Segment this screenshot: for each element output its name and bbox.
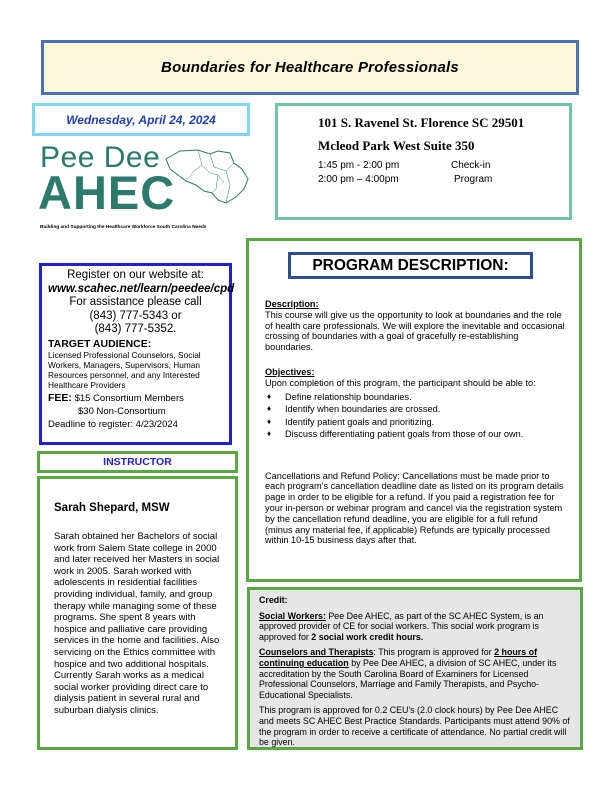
page-title: Boundaries for Healthcare Professionals bbox=[161, 59, 459, 76]
schedule-time-2: 2:00 pm – 4:00pm bbox=[318, 174, 399, 185]
fee-label: FEE: bbox=[48, 391, 72, 404]
target-audience-heading: TARGET AUDIENCE: bbox=[48, 337, 152, 350]
description-text: This course will give us the opportunity to look at boundaries and the role of health care professionals. We will explore the inevitable and occasional crossing of boundaries with a goal of gracefully re-establishing boundaries. bbox=[265, 309, 565, 353]
instructor-bio: Sarah obtained her Bachelors of social work from Salem State college in 2000 and later received her Masters in social work in 2005. Sarah worked with adolescents in residential facilities providing individual, family, and group therapy while managing some of these programs. She spent 8 years with hospice and palliative care providing services in the home and facilities. Also servicing on the Ethics committee with hospice and two additional hospitals. Currently Sarah works as a medical social worker providing direct care to dialysis patient in several rural and suburban dialysis clinics. bbox=[54, 531, 220, 716]
logo-ahec: AHEC bbox=[38, 166, 176, 219]
list-item: ♦ Discuss differentiating patient goals from those of our own. bbox=[265, 428, 565, 441]
register-url-link[interactable]: www.scahec.net/learn/peedee/cpd bbox=[48, 282, 235, 295]
social-work-credit: Social Workers: Pee Dee AHEC, as part of the SC AHEC System, is an approved provider of CE for social workers. This social work program is approved for 2 social work credit hours. bbox=[259, 610, 544, 642]
logo-tagline: Building and Supporting the Healthcare Workforce South Carolina Needs bbox=[40, 225, 207, 230]
pee-dee-ahec-logo bbox=[38, 141, 260, 237]
fee-line bbox=[48, 392, 223, 404]
assistance-line: For assistance please call bbox=[69, 296, 202, 308]
logo-pee-dee: Pee Dee bbox=[40, 141, 161, 174]
schedule-label-1: Check-in bbox=[451, 160, 491, 171]
instructor-box bbox=[37, 476, 238, 750]
schedule-time-1: 1:45 pm - 2:00 pm bbox=[318, 160, 400, 171]
objectives-list bbox=[265, 391, 565, 441]
registration-box bbox=[39, 263, 235, 445]
title-banner bbox=[41, 40, 579, 95]
cancellation-policy: Cancellations and Refund Policy: Cancellations must be made prior to each program's cancellation deadline date as listed on its program details page in order to be eligible for a refund. If you paid a registration fee for your in-person or webinar program and cancel via the registration system by the cancellation refund deadline, you are eligible for a full refund (minus any material fee, if applicable) Refunds are typically processed within 10-15 business days after that. bbox=[265, 470, 564, 546]
list-item: ♦ Identify when boundaries are crossed. bbox=[265, 403, 565, 416]
phone-1: (843) 777-5343 or bbox=[89, 309, 182, 322]
event-date: Wednesday, April 24, 2024 bbox=[32, 103, 250, 136]
program-description-box bbox=[246, 238, 582, 582]
list-item: ♦ Define relationship boundaries. bbox=[265, 391, 565, 404]
address-line-2: Mcleod Park West Suite 350 bbox=[318, 138, 475, 153]
fee-non-consortium: $30 Non-Consortium bbox=[78, 405, 166, 417]
objectives-intro: Upon completion of this program, the participant should be able to: bbox=[265, 377, 536, 388]
instructor-heading: INSTRUCTOR bbox=[37, 451, 238, 473]
ceu-credit: This program is approved for 0.2 CEU's (2.0 clock hours) by Pee Dee AHEC and meets SC AHEC Best Practice Standards. Participants must attend 90% of the program in order to receive a certificate of attendance. No partial credit will be given. bbox=[259, 705, 570, 748]
program-description-heading: PROGRAM DESCRIPTION: bbox=[288, 252, 533, 279]
list-item: ♦ Identify patient goals and prioritizing. bbox=[265, 416, 565, 429]
address-line-1: 101 S. Ravenel St. Florence SC 29501 bbox=[318, 115, 525, 130]
venue-box bbox=[275, 103, 572, 220]
registration-deadline: Deadline to register: 4/23/2024 bbox=[48, 418, 178, 430]
register-line: Register on our website at: bbox=[67, 269, 204, 281]
schedule-label-2: Program bbox=[454, 174, 493, 185]
fee-consortium: $15 Consortium Members bbox=[74, 392, 184, 404]
phone-2: (843) 777-5352. bbox=[94, 323, 177, 335]
target-audience-text: Licensed Professional Counselors, Social Workers, Managers, Supervisors, Human Resources personnel, and any Interested Healthcare Providers bbox=[48, 349, 201, 390]
description-label: Description: bbox=[265, 299, 319, 309]
credit-heading: Credit: bbox=[259, 595, 288, 605]
objectives-label: Objectives: bbox=[265, 366, 315, 377]
credit-box bbox=[247, 587, 583, 750]
instructor-name: Sarah Shepard, MSW bbox=[54, 502, 170, 514]
counselor-credit: Counselors and Therapists: This program is approved for 2 hours of continuing education by Pee Dee AHEC, a division of SC AHEC, under its accreditation by the South Carolina Board of Examiners for Licensed Professional Counselors, Marriage and Family Therapists, and Psycho-Educational Specialists. bbox=[259, 647, 557, 700]
